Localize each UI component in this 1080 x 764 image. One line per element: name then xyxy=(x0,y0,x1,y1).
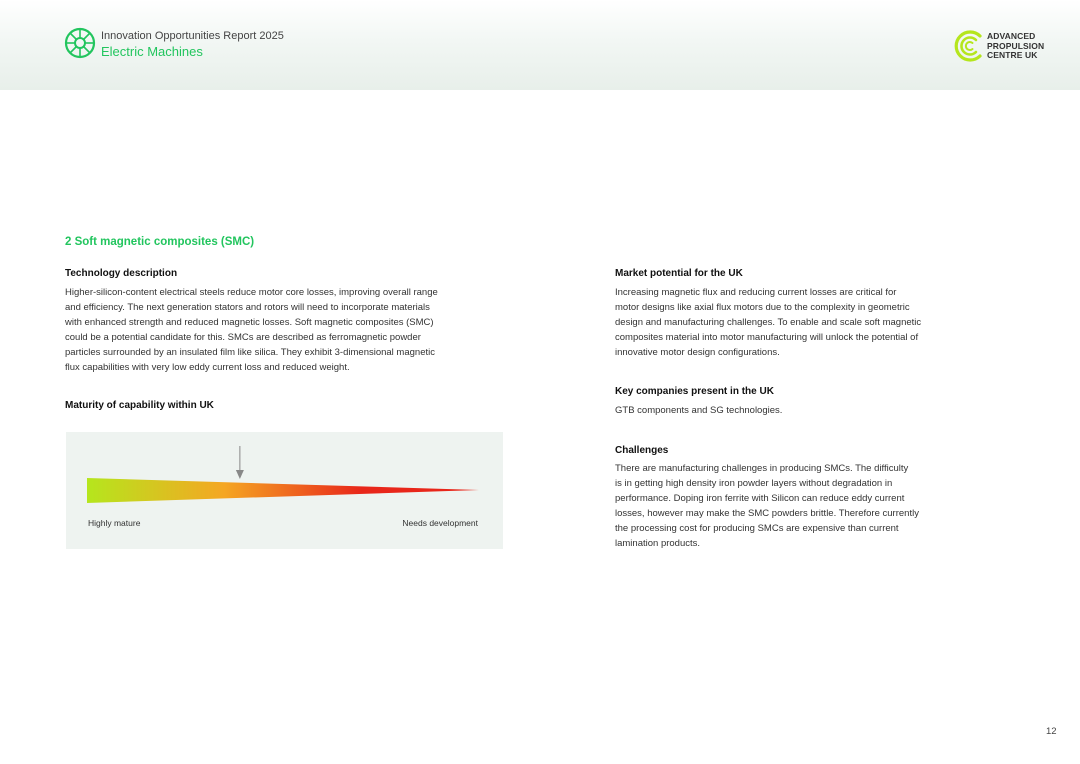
key-companies-text: GTB components and SG technologies. xyxy=(615,405,783,416)
report-title: Innovation Opportunities Report 2025 xyxy=(101,30,284,42)
text-line: could be a potential candidate for this. SMCs are described as ferromagnetic powder xyxy=(65,332,421,343)
technology-description-text xyxy=(65,285,505,375)
text-line: lamination products. xyxy=(615,538,701,549)
text-line: is in getting high density iron powder layers without degradation in xyxy=(615,478,893,489)
text-line: composites material into motor manufacturing will unlock the potential of xyxy=(615,332,919,343)
key-companies-heading: Key companies present in the UK xyxy=(615,386,774,397)
challenges-heading: Challenges xyxy=(615,445,669,456)
maturity-scale-panel xyxy=(66,432,503,549)
text-line: innovative motor design configurations. xyxy=(615,347,780,358)
brand-line: ADVANCED xyxy=(987,31,1036,41)
brand-wordmark xyxy=(987,32,1044,61)
text-line: There are manufacturing challenges in producing SMCs. The difficulty xyxy=(615,463,909,474)
maturity-heading: Maturity of capability within UK xyxy=(65,400,214,411)
text-line: and efficiency. The next generation stators and rotors will need to incorporate materials xyxy=(65,302,430,313)
apc-logo-icon xyxy=(953,29,985,63)
maturity-indicator-arrow xyxy=(236,470,244,479)
page-number: 12 xyxy=(1046,726,1057,737)
maturity-scale-graphic xyxy=(66,432,503,549)
text-line: Increasing magnetic flux and reducing current losses are critical for xyxy=(615,287,897,298)
brand-line: PROPULSION xyxy=(987,40,1045,51)
maturity-gradient-bar xyxy=(87,478,479,503)
maturity-left-label: Highly mature xyxy=(88,518,141,528)
text-line: with enhanced strength and reduced magnetic losses. Soft magnetic composites (SMC) xyxy=(65,317,434,328)
technology-description-heading: Technology description xyxy=(65,268,178,279)
text-line: flux capabilities with very low eddy current loss and reduced weight. xyxy=(65,362,350,373)
text-line: motor designs like axial flux motors due to the complexity in geometric xyxy=(615,302,910,313)
text-line: losses, however may make the SMC powders brittle. Therefore currently xyxy=(615,508,919,519)
text-line: the processing cost for producing SMCs are expensive than current xyxy=(615,523,899,534)
brand-line: CENTRE UK xyxy=(987,50,1038,60)
text-line: particles surrounded by an insulated film like silica. They exhibit 3-dimensional magnetic xyxy=(65,347,435,358)
market-potential-text xyxy=(615,285,975,360)
report-subtitle: Electric Machines xyxy=(101,44,203,59)
page-header xyxy=(0,0,1080,90)
section-heading: 2 Soft magnetic composites (SMC) xyxy=(65,236,255,248)
challenges-text xyxy=(615,461,975,551)
text-line: performance. Doping iron ferrite with Silicon can reduce eddy current xyxy=(615,493,905,504)
text-line: design and manufacturing challenges. To enable and scale soft magnetic xyxy=(615,317,922,328)
text-line: Higher-silicon-content electrical steels reduce motor core losses, improving overall range xyxy=(65,287,438,298)
electric-machines-icon xyxy=(64,27,96,59)
maturity-right-label: Needs development xyxy=(402,518,478,528)
market-potential-heading: Market potential for the UK xyxy=(615,268,743,279)
